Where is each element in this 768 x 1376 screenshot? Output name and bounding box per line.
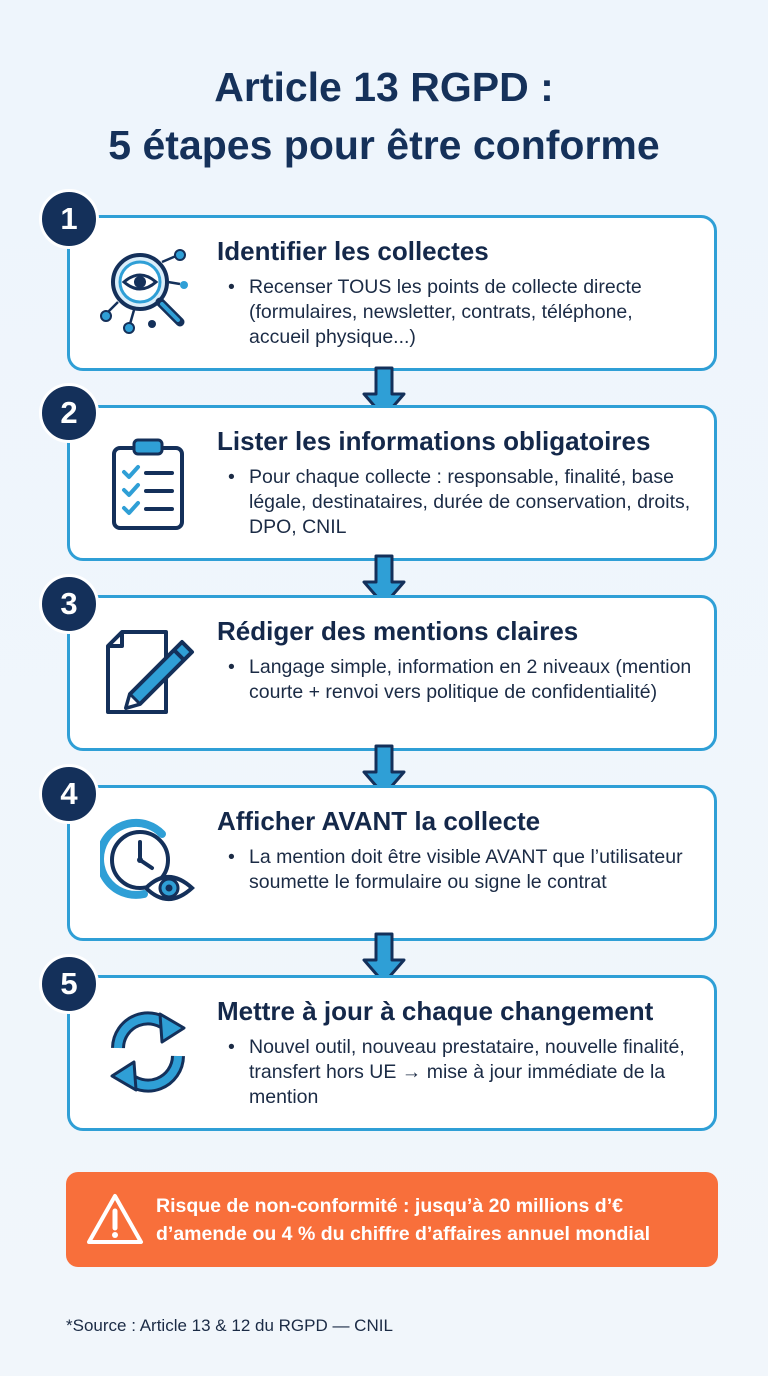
step-5-number-badge: 5 — [39, 954, 99, 1014]
step-2-description: • Pour chaque collecte : responsable, finalité, base légale, destinataires, durée de conservation, droits, DPO, CNIL — [228, 465, 696, 540]
magnifier-eye-network-icon — [100, 244, 196, 340]
source-note: *Source : Article 13 & 12 du RGPD — CNIL — [66, 1316, 393, 1335]
step-card-1 — [67, 215, 717, 371]
step-card-2 — [67, 405, 717, 561]
refresh-arrows-icon — [100, 1004, 196, 1100]
step-card-4 — [67, 785, 717, 941]
step-1-description: • Recenser TOUS les points de collecte directe (formulaires, newsletter, contrats, téléphone, accueil physique...) — [228, 275, 696, 350]
step-4-description: • La mention doit être visible AVANT que l’utilisateur soumette le formulaire ou signe le contrat — [228, 845, 696, 895]
clock-eye-icon — [100, 814, 196, 910]
warning-banner — [66, 1172, 718, 1267]
step-card-5 — [67, 975, 717, 1131]
step-3-title: Rédiger des mentions claires — [217, 616, 579, 646]
step-2-title: Lister les informations obligatoires — [217, 426, 651, 456]
step-3-description: • Langage simple, information en 2 niveaux (mention courte + renvoi vers politique de confidentialité) — [228, 655, 696, 705]
warning-triangle-icon — [86, 1192, 144, 1246]
step-2-number-badge: 2 — [39, 383, 99, 443]
step-4-number-badge: 4 — [39, 764, 99, 824]
step-4-title: Afficher AVANT la collecte — [217, 806, 541, 836]
document-pencil-icon — [100, 624, 196, 720]
page-title-line-1: Article 13 RGPD : — [214, 64, 554, 110]
page-title — [0, 58, 768, 174]
step-1-title: Identifier les collectes — [217, 236, 489, 266]
step-5-title: Mettre à jour à chaque changement — [217, 996, 654, 1026]
step-card-3 — [67, 595, 717, 751]
warning-text-line-2: d’amende ou 4 % du chiffre d’affaires annuel mondial — [156, 1223, 651, 1245]
page-title-line-2: 5 étapes pour être conforme — [108, 122, 660, 168]
step-5-description: • Nouvel outil, nouveau prestataire, nouvelle finalité, transfert hors UE → mise à jour immédiate de la mention — [228, 1035, 696, 1110]
step-3-number-badge: 3 — [39, 574, 99, 634]
warning-text-line-1: Risque de non-conformité : jusqu’à 20 millions d’€ — [156, 1195, 623, 1217]
step-1-number-badge: 1 — [39, 189, 99, 249]
warning-text — [156, 1192, 704, 1248]
clipboard-checklist-icon — [100, 434, 196, 530]
